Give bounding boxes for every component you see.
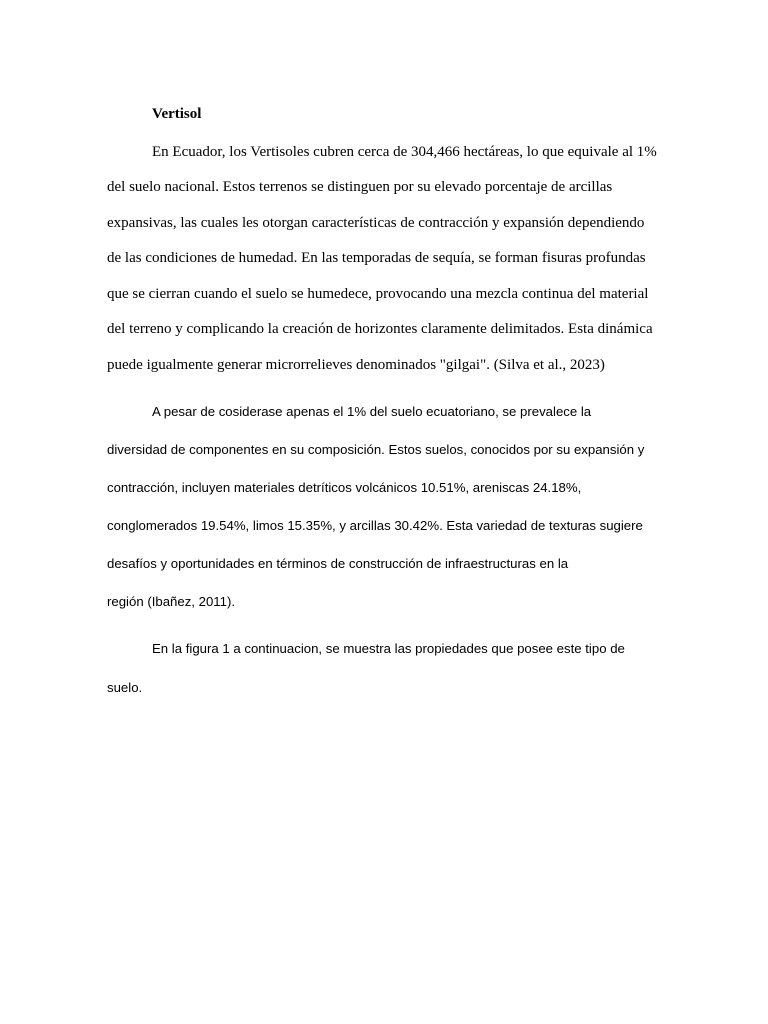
paragraph-line: contracción, incluyen materiales detríticos volcánicos 10.51%, areniscas 24.18%,: [107, 480, 582, 495]
paragraph-line: diversidad de componentes en su composición. Estos suelos, conocidos por su expansión y: [107, 442, 645, 457]
paragraph-line: desafíos y oportunidades en términos de construcción de infraestructuras en la: [107, 556, 569, 571]
paragraph-line: región (Ibañez, 2011).: [107, 594, 236, 609]
paragraph-line: expansivas, las cuales les otorgan características de contracción y expansión dependiendo: [107, 215, 645, 231]
paragraph-line: En la figura 1 a continuacion, se muestra las propiedades que posee este tipo de: [152, 641, 625, 656]
paragraph-line: conglomerados 19.54%, limos 15.35%, y arcillas 30.42%. Esta variedad de texturas sugiere: [107, 518, 643, 533]
paragraph-line: En Ecuador, los Vertisoles cubren cerca de 304,466 hectáreas, lo que equivale al 1%: [152, 144, 657, 160]
paragraph-line: puede igualmente generar microrrelieves denominados "gilgai". (Silva et al., 2023): [107, 357, 605, 373]
paragraph-line: del suelo nacional. Estos terrenos se distinguen por su elevado porcentaje de arcillas: [107, 179, 613, 195]
paragraph-line: A pesar de cosiderase apenas el 1% del suelo ecuatoriano, se prevalece la: [152, 404, 592, 419]
paragraph-line: del terreno y complicando la creación de horizontes claramente delimitados. Esta dinámica: [107, 321, 653, 337]
paragraph-line: suelo.: [107, 680, 143, 695]
paragraph-line: de las condiciones de humedad. En las temporadas de sequía, se forman fisuras profundas: [107, 250, 646, 266]
section-heading: Vertisol: [152, 106, 202, 122]
paragraph-line: que se cierran cuando el suelo se humedece, provocando una mezcla continua del material: [107, 286, 649, 302]
